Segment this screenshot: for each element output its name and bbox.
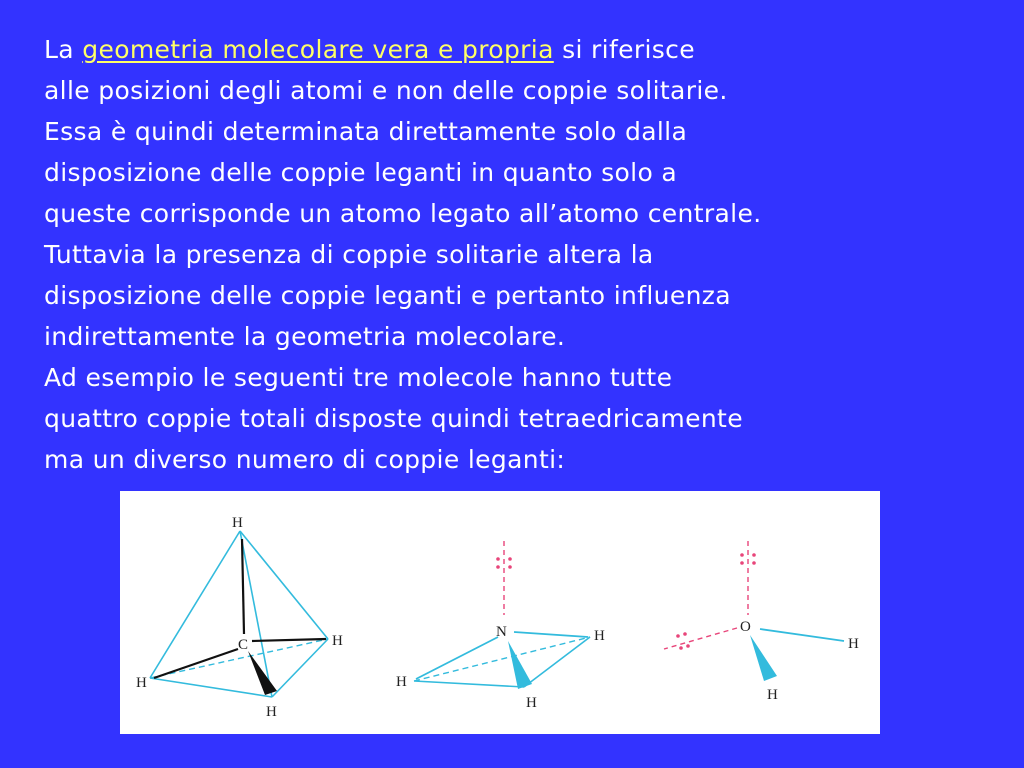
water-lone-pair-dot: [752, 553, 756, 557]
line1-suffix: si riferisce: [553, 35, 695, 64]
paragraph-line: Ad esempio le seguenti tre molecole hanno tutte: [44, 363, 673, 392]
paragraph-line: Essa è quindi determinata direttamente solo dalla: [44, 117, 688, 146]
highlight-geometria-molecolare: geometria molecolare: [82, 35, 373, 64]
ammonia-edge: [414, 681, 524, 687]
water-lone-pair-axis: [664, 628, 737, 649]
ammonia-lone-pair-dot: [508, 565, 512, 569]
water-lone-pair-dot: [740, 561, 744, 565]
line1-prefix: La: [44, 35, 83, 64]
ammonia-edge: [414, 637, 590, 681]
ammonia-atom-center: N: [496, 624, 507, 640]
ammonia-bond-right: [514, 632, 588, 637]
water-atom-bottom: H: [767, 687, 778, 703]
water-atom-right: H: [848, 636, 859, 652]
molecules-diagram: [120, 491, 880, 734]
water-lone-pair-dot: [686, 644, 690, 648]
methane-bond-left: [154, 649, 238, 678]
paragraph-line: quattro coppie totali disposte quindi tetraedricamente: [44, 404, 743, 433]
methane-edge: [150, 531, 240, 678]
paragraph-line: ma un diverso numero di coppie leganti:: [44, 445, 566, 474]
ammonia-lone-pair-dot: [496, 557, 500, 561]
ammonia-bond-left: [416, 637, 498, 679]
water-lone-pair-dot: [676, 634, 680, 638]
water-bond-right: [760, 629, 844, 641]
molecular-geometry-figure: [120, 491, 880, 734]
methane-edge: [240, 531, 272, 697]
methane-edge: [272, 639, 328, 697]
ammonia-wedge-bond: [508, 641, 532, 689]
paragraph: [44, 29, 1004, 480]
ammonia-edge: [524, 637, 590, 687]
water-lone-pair-dot: [752, 561, 756, 565]
ammonia-molecule: [396, 541, 605, 711]
water-lone-pair-dot: [683, 632, 687, 636]
methane-bond-right: [252, 639, 326, 641]
ammonia-lone-pair-dot: [496, 565, 500, 569]
methane-atom-bottom: H: [266, 704, 277, 720]
methane-edge: [150, 678, 272, 697]
ammonia-lone-pair-dot: [508, 557, 512, 561]
water-lone-pair-dot: [740, 553, 744, 557]
paragraph-line: disposizione delle coppie leganti e pertanto influenza: [44, 281, 731, 310]
paragraph-line: disposizione delle coppie leganti in quanto solo a: [44, 158, 678, 187]
ammonia-atom-bottom: H: [526, 695, 537, 711]
highlight-vera-e-propria: vera e propria: [372, 35, 554, 64]
ammonia-atom-left: H: [396, 674, 407, 690]
methane-wedge-bond: [248, 651, 277, 695]
water-wedge-bond: [750, 635, 777, 681]
methane-atom-right: H: [332, 633, 343, 649]
paragraph-line: queste corrisponde un atomo legato all’atomo centrale.: [44, 199, 762, 228]
water-lone-pair-dot: [679, 646, 683, 650]
paragraph-line: alle posizioni degli atomi e non delle coppie solitarie.: [44, 76, 728, 105]
methane-atom-left: H: [136, 675, 147, 691]
methane-molecule: [136, 515, 343, 720]
paragraph-line-1: [44, 29, 1004, 70]
water-atom-center: O: [740, 619, 751, 635]
paragraph-line: indirettamente la geometria molecolare.: [44, 322, 566, 351]
methane-edge: [240, 531, 328, 639]
methane-atom-center: C: [238, 637, 249, 653]
methane-atom-top: H: [232, 515, 243, 531]
paragraph-line: Tuttavia la presenza di coppie solitarie altera la: [44, 240, 654, 269]
water-molecule: [664, 541, 859, 703]
ammonia-atom-right: H: [594, 628, 605, 644]
